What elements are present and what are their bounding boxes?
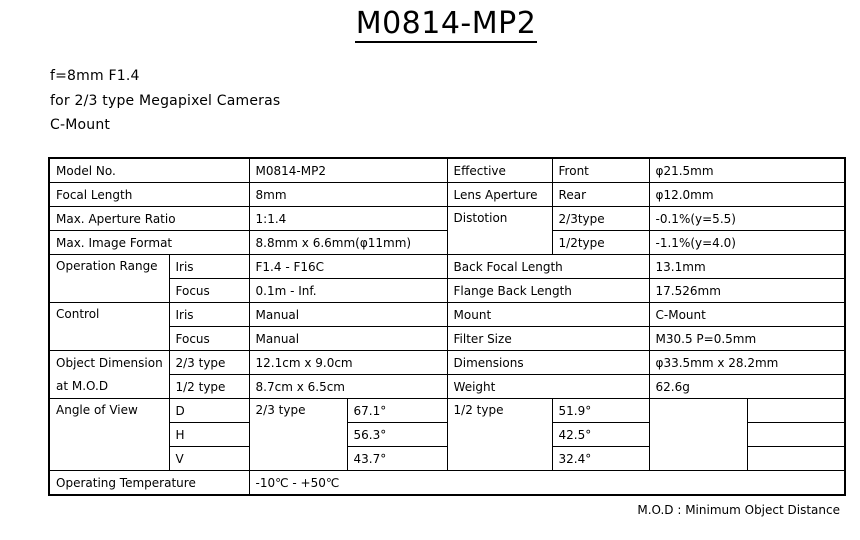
distortion-12-label: 1/2type xyxy=(552,231,649,255)
filter-size-label: Filter Size xyxy=(447,327,649,351)
aov-v-label: V xyxy=(169,447,249,471)
obj-12-value: 8.7cm x 6.5cm xyxy=(249,375,447,399)
dimensions-value: φ33.5mm x 28.2mm xyxy=(649,351,845,375)
subtitle-focal: f=8mm F1.4 xyxy=(50,68,140,84)
front-value: φ21.5mm xyxy=(649,158,845,183)
aov-23-v: 43.7° xyxy=(347,447,447,471)
model-value: M0814-MP2 xyxy=(249,158,447,183)
page-title xyxy=(0,6,860,41)
aov-12-v: 32.4° xyxy=(552,447,649,471)
op-focus-value: 0.1m - Inf. xyxy=(249,279,447,303)
focal-length-label: Focal Length xyxy=(49,183,249,207)
flange-back-value: 17.526mm xyxy=(649,279,845,303)
table-row xyxy=(49,158,845,183)
obj-23-value: 12.1cm x 9.0cm xyxy=(249,351,447,375)
rear-label: Rear xyxy=(552,183,649,207)
aov-23-h: 56.3° xyxy=(347,423,447,447)
max-aperture-label: Max. Aperture Ratio xyxy=(49,207,249,231)
distortion-12-value: -1.1%(y=4.0) xyxy=(649,231,845,255)
table-row xyxy=(49,183,845,207)
table-row xyxy=(49,351,845,375)
aov-d-label: D xyxy=(169,399,249,423)
weight-label: Weight xyxy=(447,375,649,399)
operating-temp-value: -10℃ - +50℃ xyxy=(249,471,845,496)
focal-length-value: 8mm xyxy=(249,183,447,207)
mod-label: at M.O.D xyxy=(49,375,169,399)
op-iris-label: Iris xyxy=(169,255,249,279)
object-dimension-label: Object Dimension xyxy=(49,351,169,375)
distortion-23-label: 2/3type xyxy=(552,207,649,231)
aov-empty-cell xyxy=(649,399,747,471)
aov-h-label: H xyxy=(169,423,249,447)
back-focal-label: Back Focal Length xyxy=(447,255,649,279)
model-label: Model No. xyxy=(49,158,249,183)
flange-back-label: Flange Back Length xyxy=(447,279,649,303)
mount-value: C-Mount xyxy=(649,303,845,327)
back-focal-value: 13.1mm xyxy=(649,255,845,279)
aov-empty-cell xyxy=(747,447,845,471)
weight-value: 62.6g xyxy=(649,375,845,399)
control-focus-label: Focus xyxy=(169,327,249,351)
max-image-format-label: Max. Image Format xyxy=(49,231,249,255)
obj-23-label: 2/3 type xyxy=(169,351,249,375)
op-focus-label: Focus xyxy=(169,279,249,303)
rear-value: φ12.0mm xyxy=(649,183,845,207)
op-iris-value: F1.4 - F16C xyxy=(249,255,447,279)
control-iris-label: Iris xyxy=(169,303,249,327)
table-row xyxy=(49,207,845,231)
operating-temp-label: Operating Temperature xyxy=(49,471,249,496)
subtitle-camera-type: for 2/3 type Megapixel Cameras xyxy=(50,93,281,109)
max-image-format-value: 8.8mm x 6.6mm(φ11mm) xyxy=(249,231,447,255)
aov-12-h: 42.5° xyxy=(552,423,649,447)
aov-empty-cell xyxy=(747,399,845,423)
page-title-text: M0814-MP2 xyxy=(355,6,537,41)
max-aperture-value: 1:1.4 xyxy=(249,207,447,231)
distortion-23-value: -0.1%(y=5.5) xyxy=(649,207,845,231)
distortion-label: Distotion xyxy=(447,207,552,255)
control-iris-value: Manual xyxy=(249,303,447,327)
table-row xyxy=(49,255,845,279)
table-row xyxy=(49,303,845,327)
aov-23-d: 67.1° xyxy=(347,399,447,423)
dimensions-label: Dimensions xyxy=(447,351,649,375)
filter-size-value: M30.5 P=0.5mm xyxy=(649,327,845,351)
table-row xyxy=(49,279,845,303)
control-focus-value: Manual xyxy=(249,327,447,351)
aov-23-label: 2/3 type xyxy=(249,399,347,471)
operation-range-label: Operation Range xyxy=(49,255,169,303)
footnote-mod: M.O.D : Minimum Object Distance xyxy=(637,503,840,517)
table-row xyxy=(49,327,845,351)
table-row xyxy=(49,471,845,496)
table-row xyxy=(49,399,845,423)
obj-12-label: 1/2 type xyxy=(169,375,249,399)
table-row xyxy=(49,375,845,399)
front-label: Front xyxy=(552,158,649,183)
effective-label: Effective xyxy=(447,158,552,183)
lens-aperture-label: Lens Aperture xyxy=(447,183,552,207)
aov-12-d: 51.9° xyxy=(552,399,649,423)
subtitle-mount: C-Mount xyxy=(50,117,111,133)
angle-of-view-label: Angle of View xyxy=(49,399,169,471)
aov-12-label: 1/2 type xyxy=(447,399,552,471)
table-row xyxy=(49,231,845,255)
aov-empty-cell xyxy=(747,423,845,447)
control-label: Control xyxy=(49,303,169,351)
spec-table xyxy=(48,157,846,496)
mount-label: Mount xyxy=(447,303,649,327)
